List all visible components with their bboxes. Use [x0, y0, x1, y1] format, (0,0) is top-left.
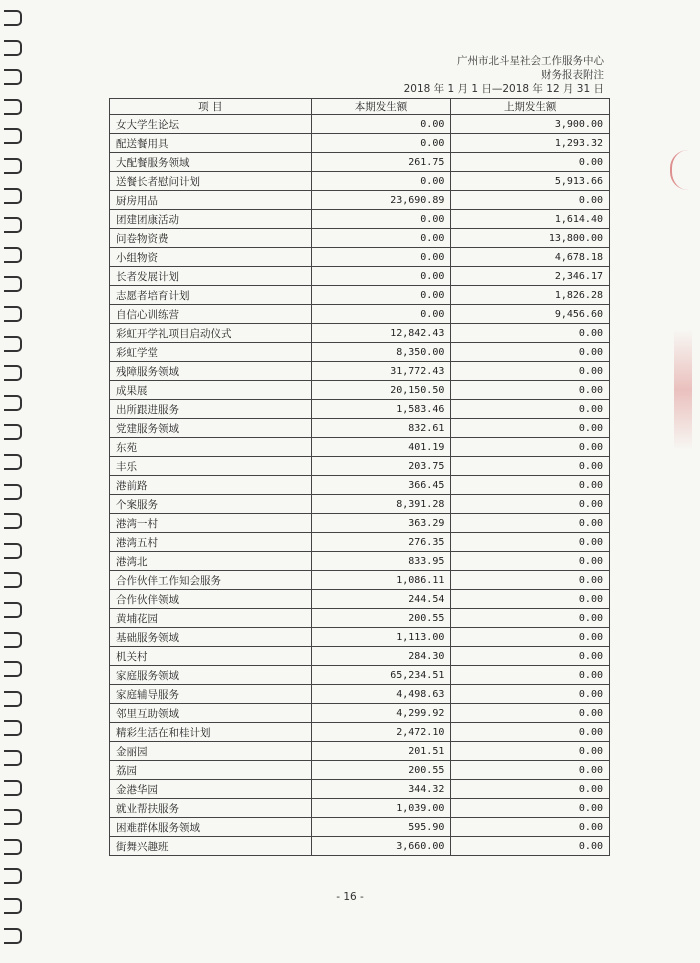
table-row: [110, 552, 610, 571]
row-item: 小组物资: [110, 248, 312, 267]
binder-ring: [4, 839, 22, 855]
row-current-amount: 0.00: [311, 305, 451, 324]
row-current-amount: 284.30: [311, 647, 451, 666]
table-row: [110, 457, 610, 476]
row-current-amount: 200.55: [311, 761, 451, 780]
row-previous-amount: 0.00: [451, 723, 610, 742]
table-row: [110, 647, 610, 666]
binder-ring: [4, 720, 22, 736]
row-current-amount: 1,113.00: [311, 628, 451, 647]
table-row: [110, 476, 610, 495]
row-previous-amount: 4,678.18: [451, 248, 610, 267]
row-item: 个案服务: [110, 495, 312, 514]
binder-ring: [4, 276, 22, 292]
row-current-amount: 201.51: [311, 742, 451, 761]
table-row: [110, 267, 610, 286]
table-row: [110, 609, 610, 628]
table-row: [110, 571, 610, 590]
row-current-amount: 65,234.51: [311, 666, 451, 685]
row-item: 彩虹开学礼项目启动仪式: [110, 324, 312, 343]
row-item: 机关村: [110, 647, 312, 666]
row-current-amount: 261.75: [311, 153, 451, 172]
red-stamp-edge: [670, 150, 700, 190]
row-previous-amount: 0.00: [451, 457, 610, 476]
row-previous-amount: 0.00: [451, 476, 610, 495]
binder-ring: [4, 128, 22, 144]
binder-rings: [0, 10, 28, 960]
table-row: [110, 362, 610, 381]
row-item: 送餐长者慰问计划: [110, 172, 312, 191]
row-item: 港湾五村: [110, 533, 312, 552]
binder-ring: [4, 336, 22, 352]
row-current-amount: 0.00: [311, 115, 451, 134]
table-row: [110, 210, 610, 229]
row-current-amount: 203.75: [311, 457, 451, 476]
row-item: 家庭辅导服务: [110, 685, 312, 704]
table-row: [110, 761, 610, 780]
page-number: - 16 -: [336, 891, 364, 903]
binder-ring: [4, 188, 22, 204]
table-row: [110, 799, 610, 818]
row-current-amount: 12,842.43: [311, 324, 451, 343]
table-row: [110, 666, 610, 685]
row-previous-amount: 0.00: [451, 514, 610, 533]
red-stamp-mark: [674, 330, 692, 450]
binder-ring: [4, 40, 22, 56]
row-current-amount: 0.00: [311, 267, 451, 286]
table-row: [110, 134, 610, 153]
row-current-amount: 276.35: [311, 533, 451, 552]
table-row: [110, 837, 610, 856]
row-previous-amount: 0.00: [451, 552, 610, 571]
row-item: 金港华园: [110, 780, 312, 799]
row-previous-amount: 13,800.00: [451, 229, 610, 248]
binder-ring: [4, 395, 22, 411]
binder-ring: [4, 868, 22, 884]
row-current-amount: 8,350.00: [311, 343, 451, 362]
table-row: [110, 248, 610, 267]
row-item: 残障服务领域: [110, 362, 312, 381]
table-row: [110, 590, 610, 609]
row-item: 成果展: [110, 381, 312, 400]
row-previous-amount: 0.00: [451, 837, 610, 856]
row-item: 就业帮扶服务: [110, 799, 312, 818]
table-row: [110, 229, 610, 248]
row-item: 港湾一村: [110, 514, 312, 533]
binder-ring: [4, 809, 22, 825]
row-previous-amount: 1,293.32: [451, 134, 610, 153]
row-current-amount: 366.45: [311, 476, 451, 495]
binder-ring: [4, 454, 22, 470]
report-header: [404, 54, 604, 96]
row-item: 大配餐服务领域: [110, 153, 312, 172]
row-item: 志愿者培育计划: [110, 286, 312, 305]
row-current-amount: 833.95: [311, 552, 451, 571]
row-item: 港湾北: [110, 552, 312, 571]
row-previous-amount: 0.00: [451, 324, 610, 343]
row-previous-amount: 0.00: [451, 381, 610, 400]
row-previous-amount: 9,456.60: [451, 305, 610, 324]
organization-name: 广州市北斗星社会工作服务中心: [457, 55, 604, 67]
row-previous-amount: 2,346.17: [451, 267, 610, 286]
row-previous-amount: 1,826.28: [451, 286, 610, 305]
binder-ring: [4, 217, 22, 233]
row-item: 彩虹学堂: [110, 343, 312, 362]
row-current-amount: 3,660.00: [311, 837, 451, 856]
row-item: 金丽园: [110, 742, 312, 761]
header-item: 项 目: [110, 99, 312, 115]
binder-ring: [4, 513, 22, 529]
table-row: [110, 381, 610, 400]
row-previous-amount: 0.00: [451, 362, 610, 381]
row-current-amount: 0.00: [311, 248, 451, 267]
table-row: [110, 115, 610, 134]
row-previous-amount: 0.00: [451, 153, 610, 172]
row-item: 丰乐: [110, 457, 312, 476]
binder-ring: [4, 306, 22, 322]
row-previous-amount: 5,913.66: [451, 172, 610, 191]
row-item: 港前路: [110, 476, 312, 495]
binder-ring: [4, 424, 22, 440]
table-row: [110, 685, 610, 704]
row-current-amount: 8,391.28: [311, 495, 451, 514]
binder-ring: [4, 661, 22, 677]
row-current-amount: 595.90: [311, 818, 451, 837]
row-previous-amount: 0.00: [451, 438, 610, 457]
binder-ring: [4, 780, 22, 796]
row-previous-amount: 0.00: [451, 590, 610, 609]
binder-ring: [4, 632, 22, 648]
row-current-amount: 363.29: [311, 514, 451, 533]
table-row: [110, 286, 610, 305]
row-item: 问卷物资费: [110, 229, 312, 248]
row-item: 困难群体服务领域: [110, 818, 312, 837]
binder-ring: [4, 750, 22, 766]
row-current-amount: 4,498.63: [311, 685, 451, 704]
row-previous-amount: 0.00: [451, 666, 610, 685]
row-current-amount: 200.55: [311, 609, 451, 628]
row-previous-amount: 0.00: [451, 628, 610, 647]
row-item: 团建团康活动: [110, 210, 312, 229]
row-item: 街舞兴趣班: [110, 837, 312, 856]
row-item: 基础服务领域: [110, 628, 312, 647]
row-previous-amount: 0.00: [451, 343, 610, 362]
row-previous-amount: 0.00: [451, 571, 610, 590]
row-previous-amount: 0.00: [451, 704, 610, 723]
row-current-amount: 244.54: [311, 590, 451, 609]
row-current-amount: 23,690.89: [311, 191, 451, 210]
row-item: 荔园: [110, 761, 312, 780]
table-row: [110, 780, 610, 799]
binder-ring: [4, 69, 22, 85]
row-current-amount: 0.00: [311, 210, 451, 229]
row-item: 出所跟进服务: [110, 400, 312, 419]
table-row: [110, 495, 610, 514]
row-item: 家庭服务领域: [110, 666, 312, 685]
binder-ring: [4, 10, 22, 26]
report-subtitle: 财务报表附注: [541, 69, 604, 81]
row-item: 邻里互助领域: [110, 704, 312, 723]
table-row: [110, 742, 610, 761]
binder-ring: [4, 247, 22, 263]
table-row: [110, 723, 610, 742]
table-row: [110, 400, 610, 419]
row-previous-amount: 0.00: [451, 191, 610, 210]
row-current-amount: 31,772.43: [311, 362, 451, 381]
row-item: 合作伙伴领域: [110, 590, 312, 609]
financial-table: [109, 98, 610, 856]
row-current-amount: 1,086.11: [311, 571, 451, 590]
row-item: 黄埔花园: [110, 609, 312, 628]
row-item: 自信心训练营: [110, 305, 312, 324]
row-previous-amount: 0.00: [451, 609, 610, 628]
table-row: [110, 628, 610, 647]
row-previous-amount: 1,614.40: [451, 210, 610, 229]
row-current-amount: 20,150.50: [311, 381, 451, 400]
header-previous: 上期发生额: [451, 99, 610, 115]
table-row: [110, 191, 610, 210]
binder-ring: [4, 543, 22, 559]
binder-ring: [4, 99, 22, 115]
table-row: [110, 324, 610, 343]
row-previous-amount: 0.00: [451, 533, 610, 552]
table-header-row: [110, 99, 610, 115]
row-current-amount: 401.19: [311, 438, 451, 457]
row-previous-amount: 0.00: [451, 400, 610, 419]
row-current-amount: 832.61: [311, 419, 451, 438]
row-item: 东苑: [110, 438, 312, 457]
row-current-amount: 2,472.10: [311, 723, 451, 742]
row-item: 精彩生活在和桂计划: [110, 723, 312, 742]
row-previous-amount: 0.00: [451, 495, 610, 514]
binder-ring: [4, 484, 22, 500]
row-item: 女大学生论坛: [110, 115, 312, 134]
row-item: 厨房用品: [110, 191, 312, 210]
row-current-amount: 1,583.46: [311, 400, 451, 419]
row-item: 长者发展计划: [110, 267, 312, 286]
report-period: 2018 年 1 月 1 日—2018 年 12 月 31 日: [403, 83, 604, 95]
table-row: [110, 172, 610, 191]
table-row: [110, 704, 610, 723]
table-row: [110, 514, 610, 533]
binder-ring: [4, 365, 22, 381]
table-row: [110, 419, 610, 438]
table-row: [110, 153, 610, 172]
row-previous-amount: 3,900.00: [451, 115, 610, 134]
row-current-amount: 1,039.00: [311, 799, 451, 818]
row-previous-amount: 0.00: [451, 647, 610, 666]
row-previous-amount: 0.00: [451, 685, 610, 704]
table-row: [110, 438, 610, 457]
binder-ring: [4, 602, 22, 618]
binder-ring: [4, 158, 22, 174]
row-previous-amount: 0.00: [451, 742, 610, 761]
table-row: [110, 343, 610, 362]
table-row: [110, 305, 610, 324]
table-row: [110, 818, 610, 837]
row-item: 党建服务领域: [110, 419, 312, 438]
row-current-amount: 0.00: [311, 134, 451, 153]
row-current-amount: 344.32: [311, 780, 451, 799]
header-current: 本期发生额: [311, 99, 451, 115]
row-previous-amount: 0.00: [451, 419, 610, 438]
row-current-amount: 0.00: [311, 229, 451, 248]
row-previous-amount: 0.00: [451, 799, 610, 818]
row-current-amount: 0.00: [311, 286, 451, 305]
binder-ring: [4, 572, 22, 588]
table-row: [110, 533, 610, 552]
row-item: 配送餐用具: [110, 134, 312, 153]
binder-ring: [4, 691, 22, 707]
row-previous-amount: 0.00: [451, 780, 610, 799]
row-previous-amount: 0.00: [451, 818, 610, 837]
row-previous-amount: 0.00: [451, 761, 610, 780]
row-item: 合作伙伴工作知会服务: [110, 571, 312, 590]
row-current-amount: 4,299.92: [311, 704, 451, 723]
binder-ring: [4, 928, 22, 944]
row-current-amount: 0.00: [311, 172, 451, 191]
